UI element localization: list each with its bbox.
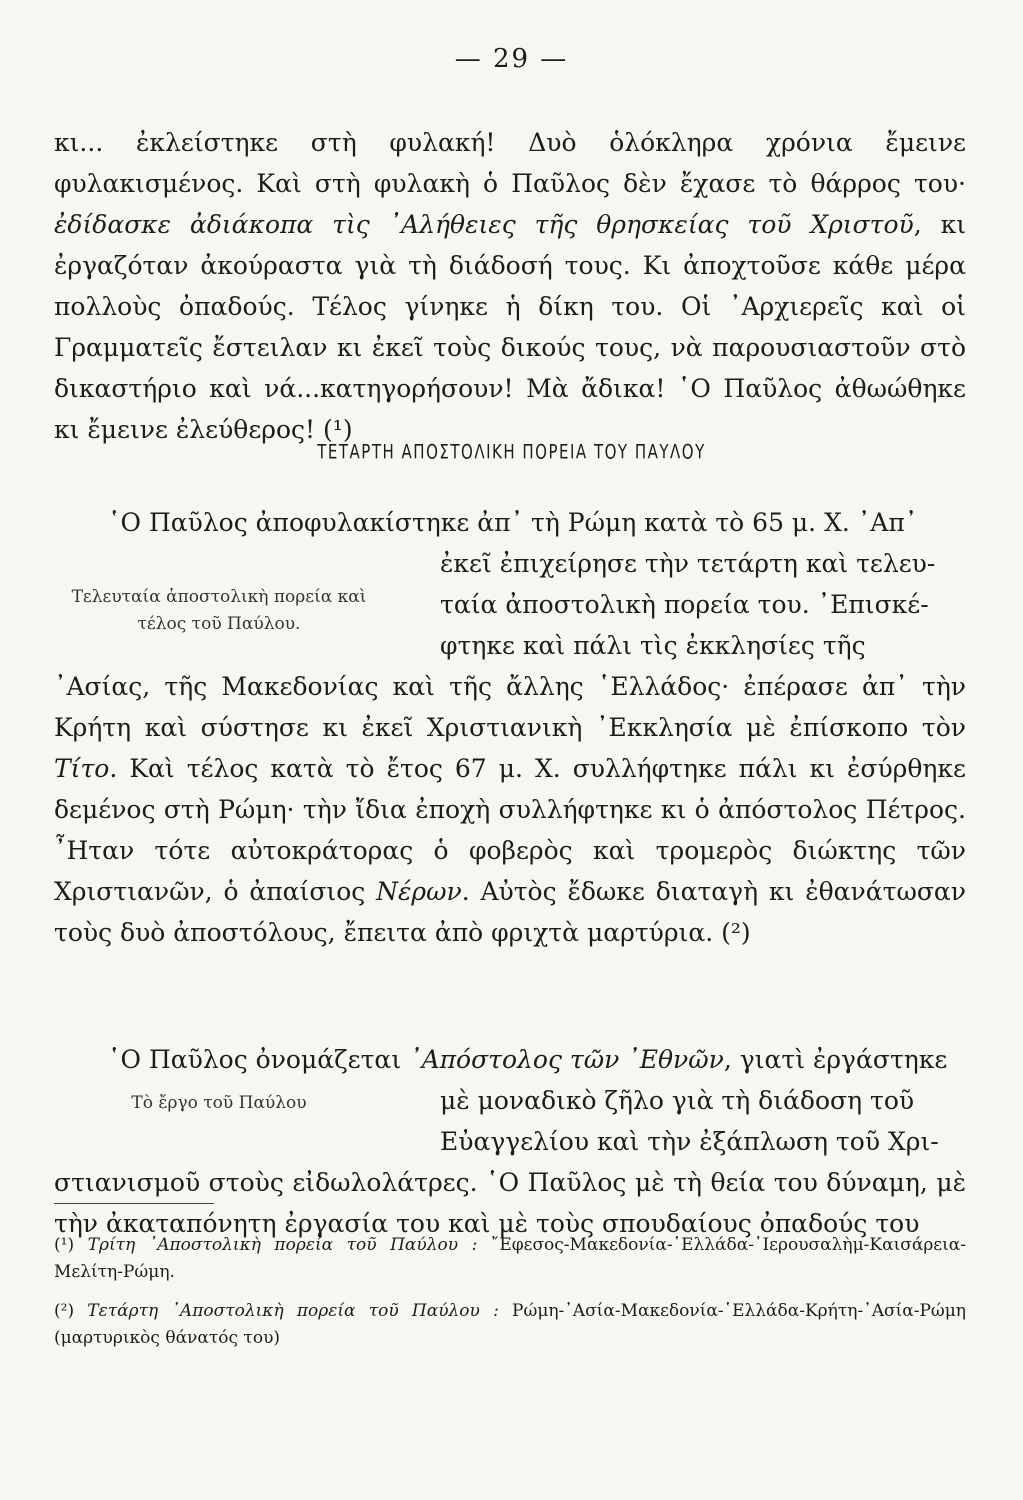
paragraph-3-first-line-block bbox=[54, 1039, 966, 1080]
footnote-1 bbox=[54, 1232, 966, 1286]
footnote-title: Τρίτη ᾿Αποστολικὴ πορεία τοῦ Παύλου : bbox=[87, 1235, 478, 1255]
margin-note-work-of-paul: Τὸ ἔργο τοῦ Παύλου bbox=[131, 1093, 307, 1113]
top-paragraph bbox=[54, 122, 966, 450]
paragraph-2-part: . Αὐτὸς ἔδωκε διαταγὴ κι ἐθανάτωσαν τοὺς δυὸ ἀποστόλους, ἔπειτα ἀπὸ φριχτὰ μαρτύρια. (²) bbox=[54, 877, 966, 947]
paragraph-3-italic-part: ᾿Απόστολος τῶν ᾿Εθνῶν bbox=[409, 1045, 724, 1074]
paragraph-3-float-line: μὲ μοναδικὸ ζῆλο γιὰ τὴ διάδοση τοῦ bbox=[440, 1086, 915, 1115]
footnote-marker: (¹) bbox=[54, 1235, 75, 1255]
footnote-text: ῎Εφεσος-Μακεδονία-῾Ελλάδα-῾Ιερουσαλὴμ-Καισάρεια-Μελίτη-Ρώμη. bbox=[54, 1235, 967, 1282]
footnote-title: Τετάρτη ᾿Αποστολικὴ πορεία τοῦ Παύλου : bbox=[87, 1301, 499, 1321]
footnotes bbox=[54, 1232, 966, 1364]
paragraph-2-float-line: ἐκεῖ ἐπιχείρησε τὴν τετάρτη καὶ τελευ- bbox=[440, 549, 936, 578]
section-heading: ΤΕΤΑΡΤΗ ΑΠΟΣΤΟΛΙΚΗ ΠΟΡΕΙΑ ΤΟΥ ΠΑΥΛΟΥ bbox=[317, 440, 706, 464]
paragraph-2-first-line: ῾Ο Παῦλος ἀποφυλακίστηκε ἀπ᾿ τὴ Ρώμη κατὰ τὸ 65 μ. Χ. ᾿Απ᾿ bbox=[108, 508, 918, 537]
page-number: — 29 — bbox=[454, 44, 569, 74]
paragraph-2-float-line: φτηκε καὶ πάλι τὶς ἐκκλησίες τῆς bbox=[440, 631, 866, 660]
paragraph-2-part: . Καὶ τέλος κατὰ τὸ ἔτος 67 μ. Χ. συλλήφτηκε πάλι κι ἐσύρθηκε δεμένος στὴ Ρώμη· τὴν ἴδια ἐποχὴ συλλήφτηκε κι ὁ ἀπόστολος Πέτρος. ῏Ηταν τότε αὐτοκράτορας ὁ φοβερὸς καὶ τρομερὸς διώκτης τῶν Χριστιανῶν, ὁ ἀπαίσιος bbox=[54, 754, 966, 906]
paragraph-3-part: , γιατὶ ἐργάστηκε bbox=[723, 1045, 948, 1074]
paragraph-3-first-line bbox=[54, 1039, 966, 1080]
paragraph-3-float-line: Εὐαγγελίου καὶ τὴν ἐξάπλωση τοῦ Χρι- bbox=[440, 1127, 939, 1156]
top-paragraph-part: κι... ἐκλείστηκε στὴ φυλακή! Δυὸ ὁλόκληρα χρόνια ἔμεινε φυλακισμένος. Καὶ στὴ φυλακὴ ὁ Παῦλος δὲν ἔχασε τὸ θάρρος του· bbox=[54, 128, 966, 198]
paragraph-2-first-line-block bbox=[54, 502, 966, 543]
margin-note-last-journey: Τελευταία ἀποστολικὴ πορεία καὶ τέλος τοῦ Παύλου. bbox=[71, 587, 367, 634]
paragraph-2-rest bbox=[54, 666, 966, 953]
footnote-2 bbox=[54, 1298, 966, 1352]
paragraph-3-part: ῾Ο Παῦλος ὀνομάζεται bbox=[108, 1045, 410, 1074]
paragraph-2-rest-block bbox=[54, 666, 966, 953]
footnote-marker: (²) bbox=[54, 1301, 75, 1321]
paragraph-3-rest: στιανισμοῦ στοὺς εἰδωλολάτρες. ῾Ο Παῦλος μὲ τὴ θεία του δύναμη, μὲ τὴν ἀκαταπόνητη ἐργασία του καὶ μὲ τοὺς σπουδαίους ὀπαδούς του bbox=[54, 1168, 966, 1238]
paragraph-2-italic-part: Τίτο bbox=[54, 754, 110, 783]
paragraph-2-italic-part: Νέρων bbox=[376, 877, 462, 906]
paragraph-2-float-line: ταία ἀποστολικὴ πορεία του. ᾿Επισκέ- bbox=[440, 590, 929, 619]
paragraph-2-part: ᾿Ασίας, τῆς Μακεδονίας καὶ τῆς ἄλλης ῾Ελλάδος· ἐπέρασε ἀπ᾿ τὴν Κρήτη καὶ σύστησε κι ἐκεῖ Χριστιανικὴ ᾿Εκκλησία μὲ ἐπίσκοπο τὸν bbox=[54, 672, 966, 742]
footnote-divider bbox=[54, 1203, 214, 1204]
top-paragraph-part: , κι ἐργαζόταν ἀκούραστα γιὰ τὴ διάδοσή τους. Κι ἀποχτοῦσε κάθε μέρα πολλοὺς ὀπαδούς. Τέλος γίνηκε ἡ δίκη του. Οἱ ᾿Αρχιερεῖς καὶ οἱ Γραμματεῖς ἔστειλαν κι ἐκεῖ τοὺς δικούς τους, νὰ παρουσιαστοῦν στὸ δικαστήριο καὶ νά...κατηγορήσουν! Μὰ ἄδικα! ῾Ο Παῦλος ἀθωώθηκε κι ἔμεινε ἐλεύθερος! (¹) bbox=[54, 210, 966, 444]
top-paragraph-block bbox=[54, 122, 966, 450]
footnote-text: Ρώμη-᾿Ασία-Μακεδονία-῾Ελλάδα-Κρήτη-᾿Ασία-Ρώμη (μαρτυρικὸς θάνατός του) bbox=[54, 1301, 966, 1348]
top-paragraph-italic-part: ἐδίδασκε ἀδιάκοπα τὶς ᾿Αλήθειες τῆς θρησκείας τοῦ Χριστοῦ bbox=[54, 210, 914, 239]
